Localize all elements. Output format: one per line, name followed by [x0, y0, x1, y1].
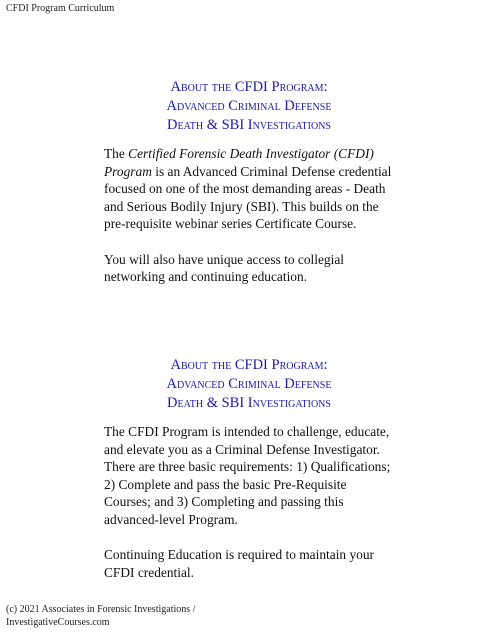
program-section-1 — [104, 78, 394, 303]
program-section-2 — [104, 356, 394, 599]
section-paragraph-requirements: The CFDI Program is intended to challenge, educate, and elevate you as a Criminal Defense Investigator. There are three basic requirements: 1) Qualifications; 2) Complete and pass the basic Pre-Requisite Courses; and 3) Completing and passing this advanced-level Program. — [104, 424, 391, 527]
section-title-line-1: About the CFDI Program: — [170, 79, 328, 95]
footer-website: InvestigativeCourses.com — [6, 617, 110, 628]
section-title-line-3: Death & SBI Investigations — [167, 395, 331, 411]
program-name-emphasis: Certified Forensic Death Investigator (CFDI) Program — [104, 146, 374, 179]
section-paragraph-networking: You will also have unique access to collegial networking and continuing education. — [104, 251, 344, 285]
page-footer — [6, 603, 195, 629]
section-paragraph-intro — [104, 145, 394, 233]
section-title-line-1: About the CFDI Program: — [170, 357, 328, 373]
page-header: CFDI Program Curriculum — [6, 3, 115, 14]
paragraph-text-post: is an Advanced Criminal Defense credential focused on one of the most demanding areas - Death and Serious Bodily Injury (SBI). This builds on the pre-requisite webinar series Certificate Course. — [104, 163, 392, 232]
section-title-line-2: Advanced Criminal Defense — [166, 376, 332, 392]
section-paragraph-continuing-education: Continuing Education is required to maintain your CFDI credential. — [104, 547, 374, 580]
section-title-line-2: Advanced Criminal Defense — [166, 98, 332, 114]
paragraph-text-pre: The — [104, 146, 129, 161]
footer-copyright: (c) 2021 Associates in Forensic Investigations / — [6, 604, 196, 615]
section-title — [94, 78, 404, 135]
section-title-line-3: Death & SBI Investigations — [167, 117, 331, 133]
section-title — [94, 356, 404, 413]
